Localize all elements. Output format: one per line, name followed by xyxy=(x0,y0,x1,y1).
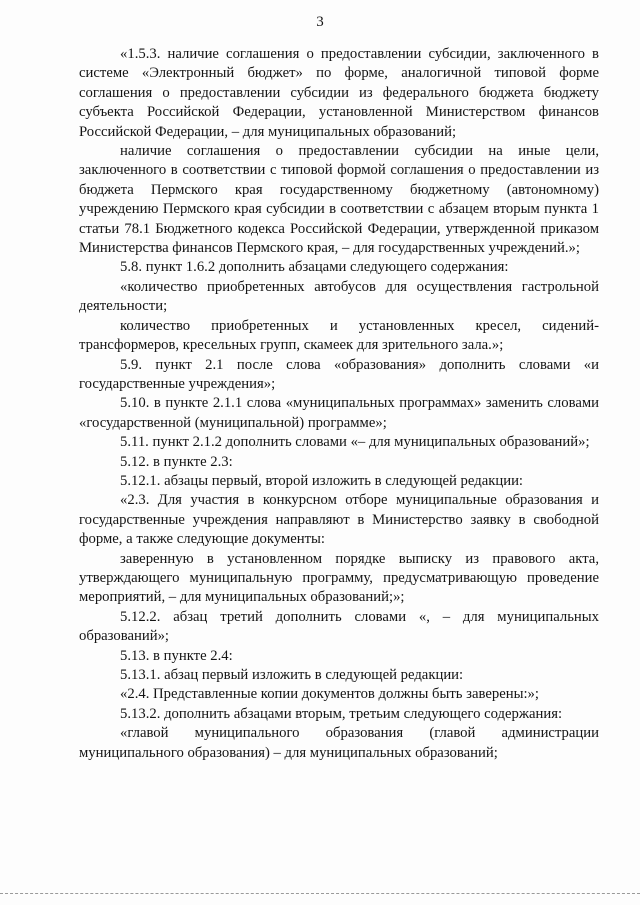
paragraph-5-12: 5.12. в пункте 2.3: xyxy=(120,453,233,470)
paragraph-state-institutions-agreement: наличие соглашения о предоставлении субсидии на иные цели, заключенного в соответствии с типовой формой соглашения о предоставлении из бюджета Пермского края государственному бюджетному (автономному) учреждению Пермского края субсидии в соответствии с абзацем вторым пункта 1 статьи 78.1 Бюджетного кодекса Российской Федерации, утвержденной приказом Министерства финансов Пермского края, – для государственных учреждений.»; xyxy=(79,143,599,257)
paragraph-2-3: «2.3. Для участия в конкурсном отборе муниципальные образования и государственные учреждения направляют в Министерство заявку в свободной форме, а также следующие документы: xyxy=(79,492,599,548)
paragraph-certified-extract: заверенную в установленном порядке выписку из правового акта, утверждающего муниципальную программу, предусматривающую проведение мероприятий, – для муниципальных образований;»; xyxy=(79,550,599,606)
page-number: 3 xyxy=(316,14,324,30)
scan-edge-line xyxy=(0,893,640,894)
paragraph-seats-count: количество приобретенных и установленных кресел, сидений-трансформеров, кресельных групп, скамеек для зрительного зала.»; xyxy=(79,317,599,354)
paragraph-5-13: 5.13. в пункте 2.4: xyxy=(120,647,233,664)
paragraph-1-5-3: «1.5.3. наличие соглашения о предоставлении субсидии, заключенного в системе «Электронный бюджет» по форме, аналогичной типовой форме соглашения о предоставлении субсидии из федерального бюджета бюджету субъекта Российской Федерации, установленной Министерством финансов Российской Федерации, – для муниципальных образований; xyxy=(79,46,599,140)
paragraph-buses-count: «количество приобретенных автобусов для осуществления гастрольной деятельности; xyxy=(79,278,599,315)
document-body xyxy=(79,45,599,763)
paragraph-2-4: «2.4. Представленные копии документов должны быть заверены:»; xyxy=(120,686,539,703)
paragraph-5-12-1: 5.12.1. абзацы первый, второй изложить в следующей редакции: xyxy=(120,472,524,489)
paragraph-5-10: 5.10. в пункте 2.1.1 слова «муниципальных программах» заменить словами «государственной (муниципальной) программе»; xyxy=(79,395,599,431)
paragraph-5-13-2: 5.13.2. дополнить абзацами вторым, третьим следующего содержания: xyxy=(120,705,563,722)
paragraph-5-9: 5.9. пункт 2.1 после слова «образования» дополнить словами «и государственные учреждения»; xyxy=(79,356,599,392)
paragraph-5-8: 5.8. пункт 1.6.2 дополнить абзацами следующего содержания: xyxy=(120,259,509,276)
paragraph-head-of-municipality: «главой муниципального образования (главой администрации муниципального образования) – для муниципальных образований; xyxy=(79,725,599,761)
paragraph-5-13-1: 5.13.1. абзац первый изложить в следующей редакции: xyxy=(120,667,464,683)
paragraph-5-12-2: 5.12.2. абзац третий дополнить словами «, – для муниципальных образований»; xyxy=(79,608,599,645)
paragraph-5-11: 5.11. пункт 2.1.2 дополнить словами «– для муниципальных образований»; xyxy=(120,434,590,451)
